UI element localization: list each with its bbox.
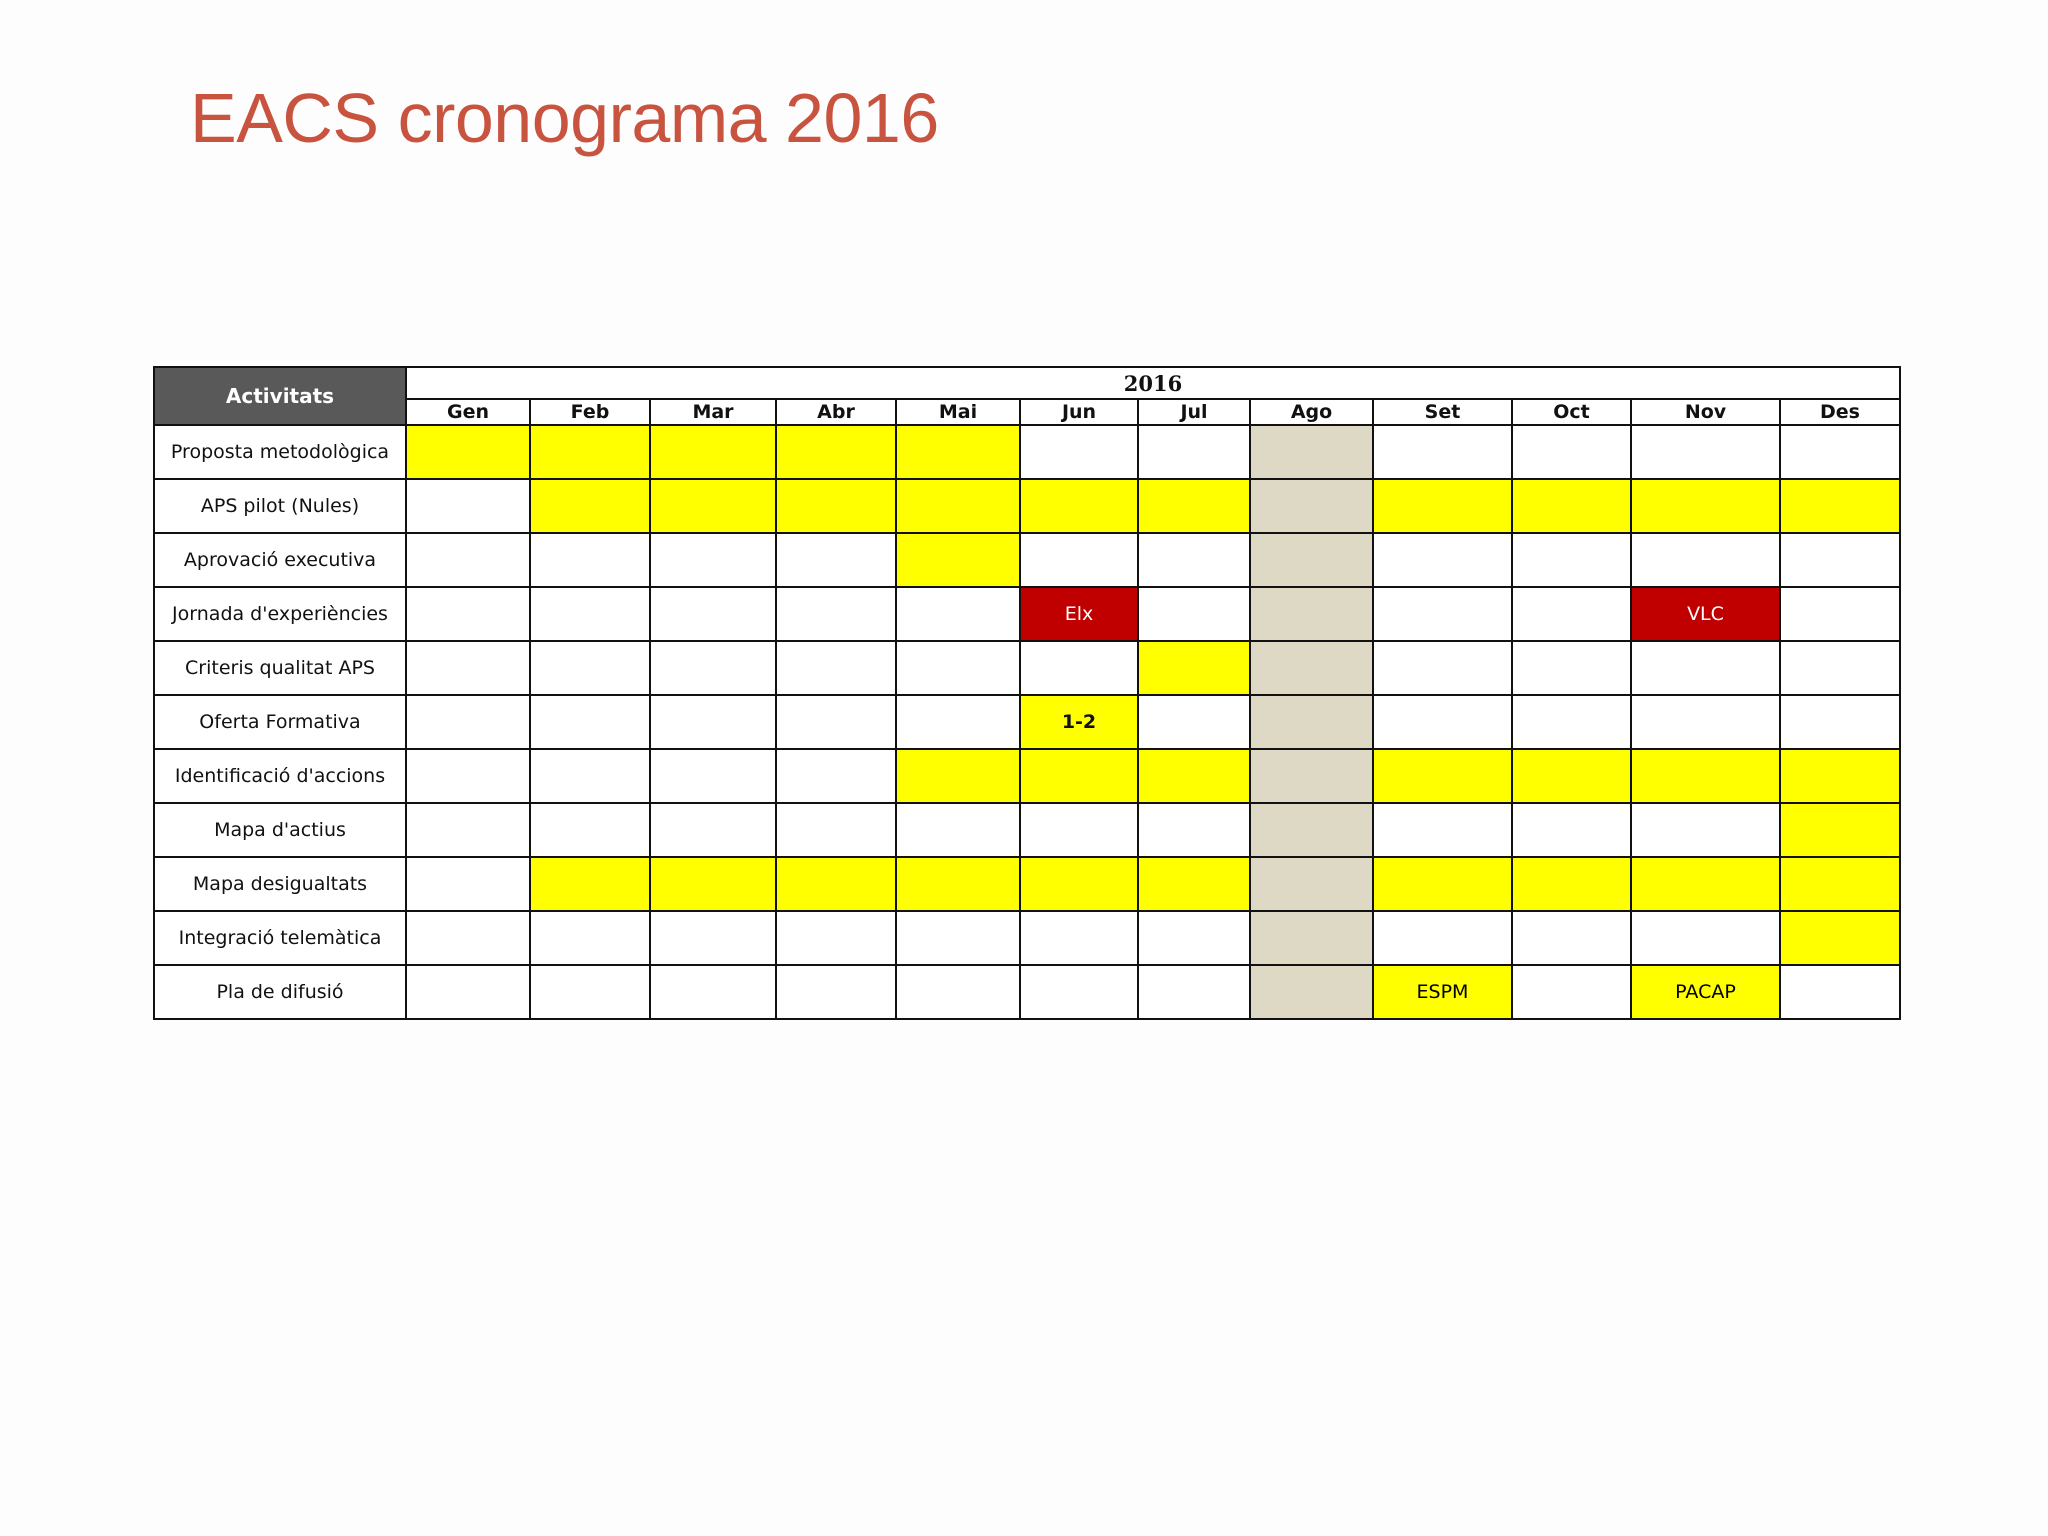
schedule-cell-oct [1512,749,1631,803]
month-header-des: Des [1780,399,1900,425]
schedule-cell-oct [1512,533,1631,587]
schedule-cell-mai [896,533,1020,587]
month-header-feb: Feb [530,399,650,425]
schedule-cell-mar [650,911,776,965]
schedule-cell-set [1373,533,1512,587]
month-header-nov: Nov [1631,399,1780,425]
schedule-cell-nov [1631,641,1780,695]
schedule-cell-gen [406,911,530,965]
schedule-cell-jun [1020,425,1138,479]
schedule-cell-mai [896,587,1020,641]
schedule-cell-des [1780,533,1900,587]
schedule-cell-oct [1512,587,1631,641]
schedule-cell-ago [1250,533,1373,587]
schedule-cell-oct [1512,965,1631,1019]
schedule-cell-set [1373,749,1512,803]
schedule-cell-jul [1138,965,1250,1019]
schedule-cell-abr [776,911,896,965]
schedule-cell-feb [530,965,650,1019]
activity-label: Jornada d'experiències [154,587,406,641]
schedule-cell-abr [776,533,896,587]
schedule-cell-feb [530,641,650,695]
schedule-cell-jun [1020,965,1138,1019]
activity-label: Oferta Formativa [154,695,406,749]
schedule-cell-nov [1631,803,1780,857]
schedule-cell-ago [1250,641,1373,695]
activity-label: Mapa desigualtats [154,857,406,911]
schedule-cell-nov [1631,911,1780,965]
month-header-set: Set [1373,399,1512,425]
schedule-cell-set [1373,803,1512,857]
schedule-cell-ago [1250,965,1373,1019]
schedule-cell-des [1780,911,1900,965]
schedule-cell-ago [1250,857,1373,911]
schedule-cell-mar [650,965,776,1019]
schedule-cell-abr [776,425,896,479]
activity-label: Mapa d'actius [154,803,406,857]
month-header-ago: Ago [1250,399,1373,425]
month-header-gen: Gen [406,399,530,425]
schedule-cell-jun [1020,857,1138,911]
activity-label: Aprovació executiva [154,533,406,587]
activity-rows [154,425,1900,1019]
activity-label: Integració telemàtica [154,911,406,965]
schedule-cell-gen [406,587,530,641]
table-row [154,695,1900,749]
schedule-cell-jul [1138,641,1250,695]
schedule-cell-mai [896,479,1020,533]
schedule-cell-jun [1020,803,1138,857]
schedule-cell-nov [1631,425,1780,479]
schedule-cell-des [1780,803,1900,857]
year-header: 2016 [406,367,1900,399]
schedule-cell-abr [776,803,896,857]
schedule-cell-nov [1631,857,1780,911]
month-header-row [154,399,1900,425]
schedule-cell-mar [650,641,776,695]
schedule-cell-abr [776,695,896,749]
schedule-cell-mar [650,695,776,749]
schedule-cell-des [1780,695,1900,749]
schedule-cell-nov [1631,749,1780,803]
schedule-cell-jul [1138,533,1250,587]
schedule-cell-abr [776,587,896,641]
schedule-cell-des [1780,857,1900,911]
month-header-jun: Jun [1020,399,1138,425]
schedule-table [153,366,1901,1020]
schedule-cell-abr [776,857,896,911]
schedule-cell-feb [530,749,650,803]
schedule-cell-gen [406,533,530,587]
schedule-cell-mar [650,803,776,857]
schedule-cell-jun: Elx [1020,587,1138,641]
schedule-cell-mar [650,749,776,803]
schedule-cell-feb [530,425,650,479]
activity-label: Proposta metodològica [154,425,406,479]
schedule-cell-nov: VLC [1631,587,1780,641]
schedule-cell-ago [1250,749,1373,803]
schedule-cell-gen [406,857,530,911]
schedule-cell-nov: PACAP [1631,965,1780,1019]
schedule-cell-nov [1631,695,1780,749]
schedule-cell-gen [406,965,530,1019]
schedule-cell-oct [1512,425,1631,479]
schedule-cell-des [1780,965,1900,1019]
schedule-cell-oct [1512,911,1631,965]
schedule-cell-mar [650,425,776,479]
schedule-cell-mar [650,857,776,911]
schedule-cell-oct [1512,479,1631,533]
schedule-cell-feb [530,695,650,749]
month-header-abr: Abr [776,399,896,425]
schedule-cell-set [1373,695,1512,749]
schedule-cell-jun: 1-2 [1020,695,1138,749]
schedule-cell-mar [650,479,776,533]
activity-label: Pla de difusió [154,965,406,1019]
schedule-cell-mai [896,749,1020,803]
schedule-cell-ago [1250,695,1373,749]
schedule-cell-des [1780,425,1900,479]
schedule-cell-des [1780,479,1900,533]
schedule-cell-des [1780,641,1900,695]
table-row [154,533,1900,587]
month-header-oct: Oct [1512,399,1631,425]
schedule-cell-feb [530,479,650,533]
schedule-cell-jun [1020,533,1138,587]
schedule-cell-ago [1250,911,1373,965]
schedule-cell-ago [1250,479,1373,533]
table-row [154,965,1900,1019]
schedule-cell-feb [530,857,650,911]
schedule-cell-jul [1138,911,1250,965]
month-header-mar: Mar [650,399,776,425]
schedule-cell-des [1780,587,1900,641]
schedule-cell-abr [776,965,896,1019]
schedule-cell-set [1373,479,1512,533]
schedule-cell-oct [1512,803,1631,857]
schedule-cell-jul [1138,479,1250,533]
schedule-cell-feb [530,587,650,641]
schedule-cell-set [1373,641,1512,695]
schedule-cell-abr [776,479,896,533]
schedule-cell-oct [1512,641,1631,695]
schedule-cell-mar [650,533,776,587]
schedule-cell-jul [1138,857,1250,911]
schedule-cell-gen [406,641,530,695]
schedule-cell-mai [896,857,1020,911]
schedule-cell-mai [896,641,1020,695]
table-row [154,641,1900,695]
schedule-cell-mai [896,695,1020,749]
schedule-cell-oct [1512,695,1631,749]
schedule-cell-gen [406,425,530,479]
schedule-cell-jul [1138,425,1250,479]
schedule-cell-set [1373,587,1512,641]
schedule-cell-set [1373,911,1512,965]
activity-label: APS pilot (Nules) [154,479,406,533]
schedule-cell-mai [896,803,1020,857]
schedule-cell-mai [896,911,1020,965]
month-header-mai: Mai [896,399,1020,425]
schedule-cell-gen [406,803,530,857]
activity-label: Criteris qualitat APS [154,641,406,695]
schedule-cell-set: ESPM [1373,965,1512,1019]
table-row [154,911,1900,965]
schedule-cell-feb [530,803,650,857]
schedule-cell-ago [1250,587,1373,641]
schedule-cell-ago [1250,803,1373,857]
schedule-cell-jul [1138,587,1250,641]
schedule-cell-set [1373,857,1512,911]
schedule-cell-mar [650,587,776,641]
page-title: EACS cronograma 2016 [190,79,939,157]
schedule-cell-nov [1631,479,1780,533]
schedule-cell-mai [896,965,1020,1019]
schedule-cell-mai [896,425,1020,479]
schedule-cell-oct [1512,857,1631,911]
schedule-cell-abr [776,749,896,803]
schedule-cell-jun [1020,749,1138,803]
schedule-cell-ago [1250,425,1373,479]
schedule-cell-gen [406,749,530,803]
schedule-cell-set [1373,425,1512,479]
table-row [154,425,1900,479]
table-row [154,749,1900,803]
schedule-cell-jul [1138,695,1250,749]
table-row [154,479,1900,533]
schedule-cell-jun [1020,911,1138,965]
schedule-cell-jul [1138,749,1250,803]
activity-label: Identificació d'accions [154,749,406,803]
table-row [154,587,1900,641]
schedule-cell-abr [776,641,896,695]
schedule-cell-feb [530,911,650,965]
schedule-cell-des [1780,749,1900,803]
schedule-cell-jun [1020,641,1138,695]
schedule-cell-feb [530,533,650,587]
schedule-cell-gen [406,695,530,749]
schedule-cell-jul [1138,803,1250,857]
month-header-jul: Jul [1138,399,1250,425]
activities-header: Activitats [154,367,406,425]
schedule-cell-nov [1631,533,1780,587]
schedule-cell-gen [406,479,530,533]
table-row [154,857,1900,911]
table-row [154,803,1900,857]
schedule-cell-jun [1020,479,1138,533]
